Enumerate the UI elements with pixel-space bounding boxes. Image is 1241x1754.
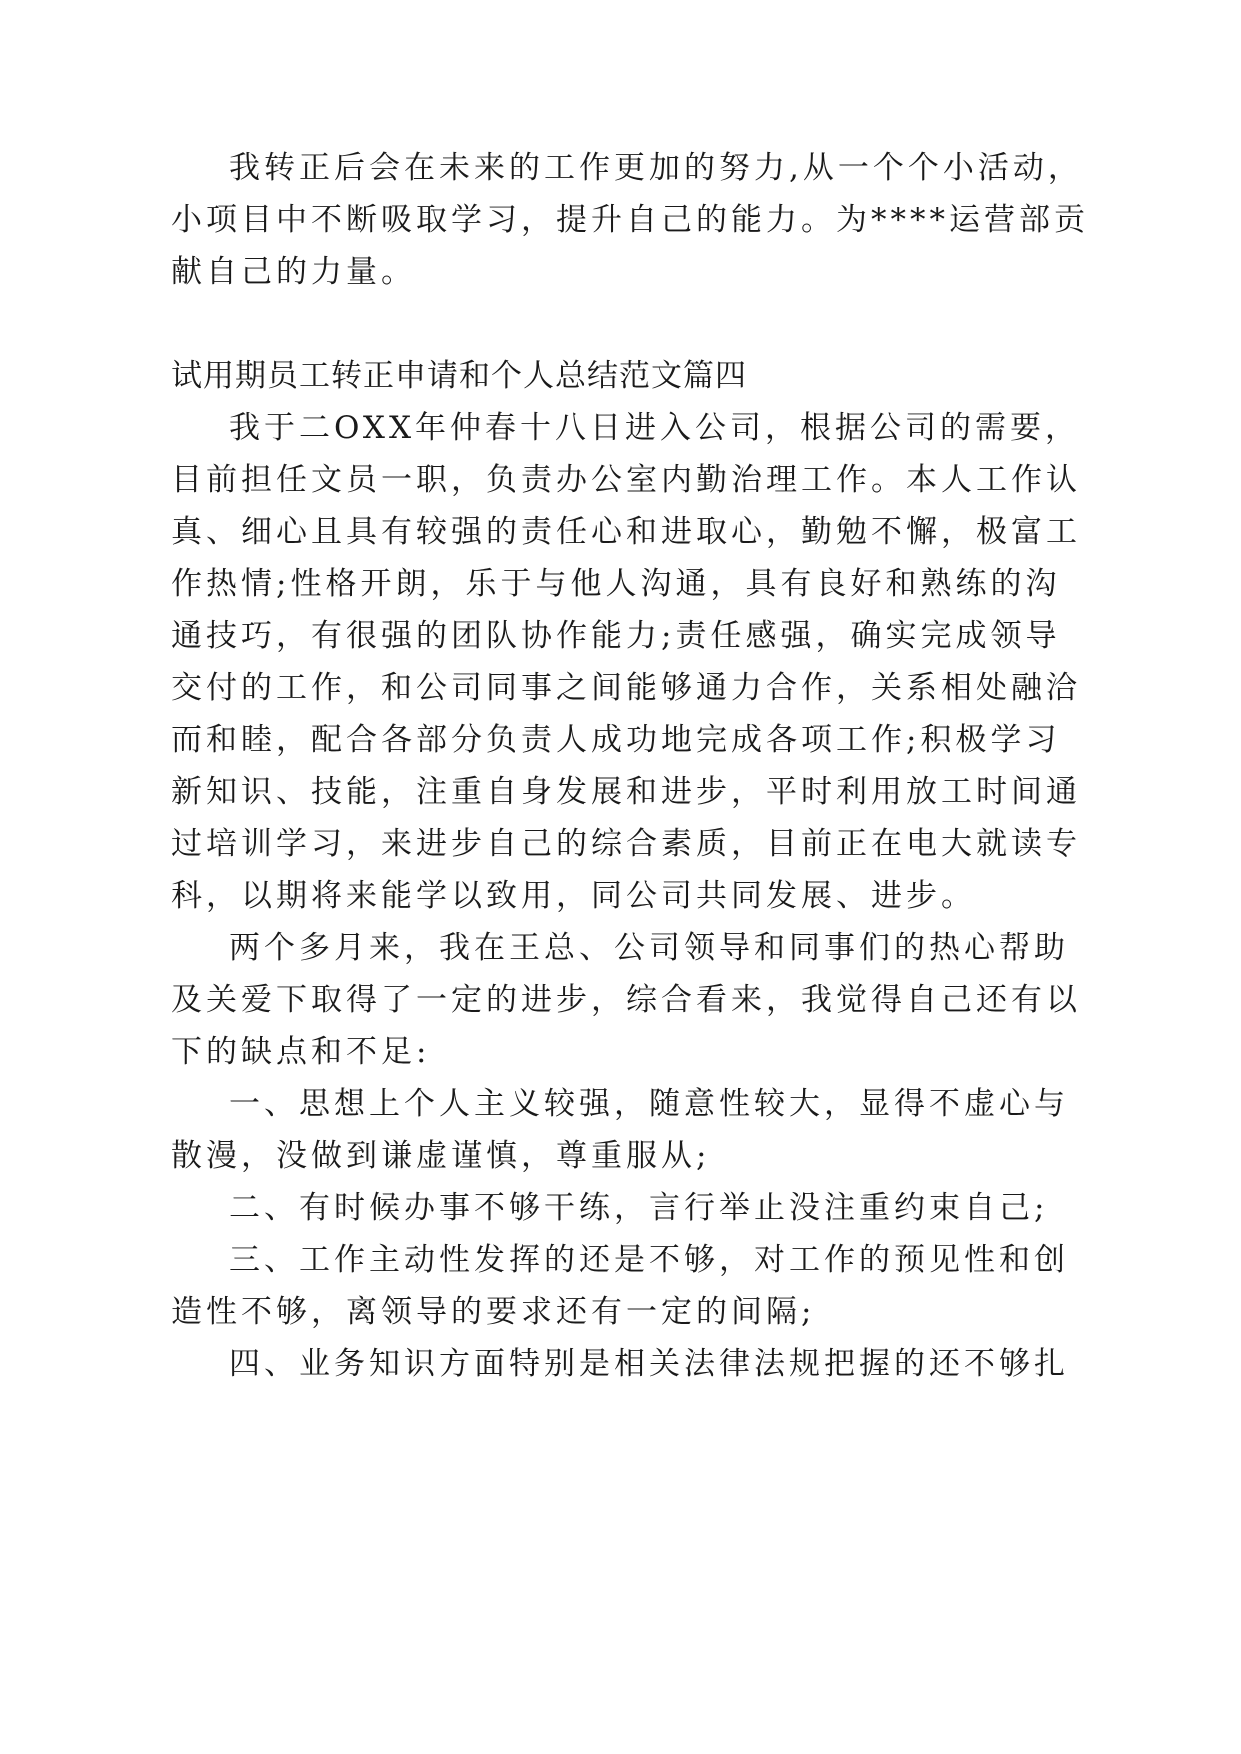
list-item-line: 四、业务知识方面特别是相关法律法规把握的还不够扎 bbox=[229, 1346, 1069, 1382]
paragraph-line: 科，以期将来能学以致用，同公司共同发展、进步。 bbox=[171, 878, 976, 914]
paragraph-line: 新知识、技能，注重自身发展和进步，平时利用放工时间通 bbox=[171, 774, 1081, 810]
paragraph-line: 两个多月来，我在王总、公司领导和同事们的热心帮助 bbox=[229, 930, 1069, 966]
paragraph-line: 及关爱下取得了一定的进步，综合看来，我觉得自己还有以 bbox=[171, 982, 1081, 1018]
paragraph-line: 我于二OXX年仲春十八日进入公司，根据公司的需要， bbox=[229, 410, 1081, 446]
paragraph-line: 而和睦，配合各部分负责人成功地完成各项工作;积极学习 bbox=[171, 722, 1061, 758]
list-item-line: 三、工作主动性发挥的还是不够，对工作的预见性和创 bbox=[229, 1242, 1069, 1278]
paragraph-line: 通技巧，有很强的团队协作能力;责任感强，确实完成领导 bbox=[171, 618, 1061, 654]
list-item-line: 造性不够，离领导的要求还有一定的间隔; bbox=[171, 1294, 816, 1330]
paragraph-line: 我转正后会在未来的工作更加的努力,从一个个小活动， bbox=[229, 150, 1083, 186]
paragraph-line: 献自己的力量。 bbox=[171, 254, 416, 290]
list-item-line: 二、有时候办事不够干练，言行举止没注重约束自己; bbox=[229, 1190, 1049, 1226]
paragraph-line: 作热情;性格开朗，乐于与他人沟通，具有良好和熟练的沟 bbox=[171, 566, 1061, 602]
section-heading: 试用期员工转正申请和个人总结范文篇四 bbox=[171, 358, 747, 394]
list-item-line: 散漫，没做到谦虚谨慎，尊重服从; bbox=[171, 1138, 711, 1174]
paragraph-line: 交付的工作，和公司同事之间能够通力合作，关系相处融洽 bbox=[171, 670, 1081, 706]
paragraph-line: 过培训学习，来进步自己的综合素质，目前正在电大就读专 bbox=[171, 826, 1081, 862]
paragraph-line: 目前担任文员一职，负责办公室内勤治理工作。本人工作认 bbox=[171, 462, 1081, 498]
paragraph-line: 小项目中不断吸取学习，提升自己的能力。为****运营部贡 bbox=[171, 202, 1089, 238]
list-item-line: 一、思想上个人主义较强，随意性较大，显得不虚心与 bbox=[229, 1086, 1069, 1122]
paragraph-line: 真、细心且具有较强的责任心和进取心，勤勉不懈，极富工 bbox=[171, 514, 1081, 550]
paragraph-line: 下的缺点和不足: bbox=[171, 1034, 431, 1070]
